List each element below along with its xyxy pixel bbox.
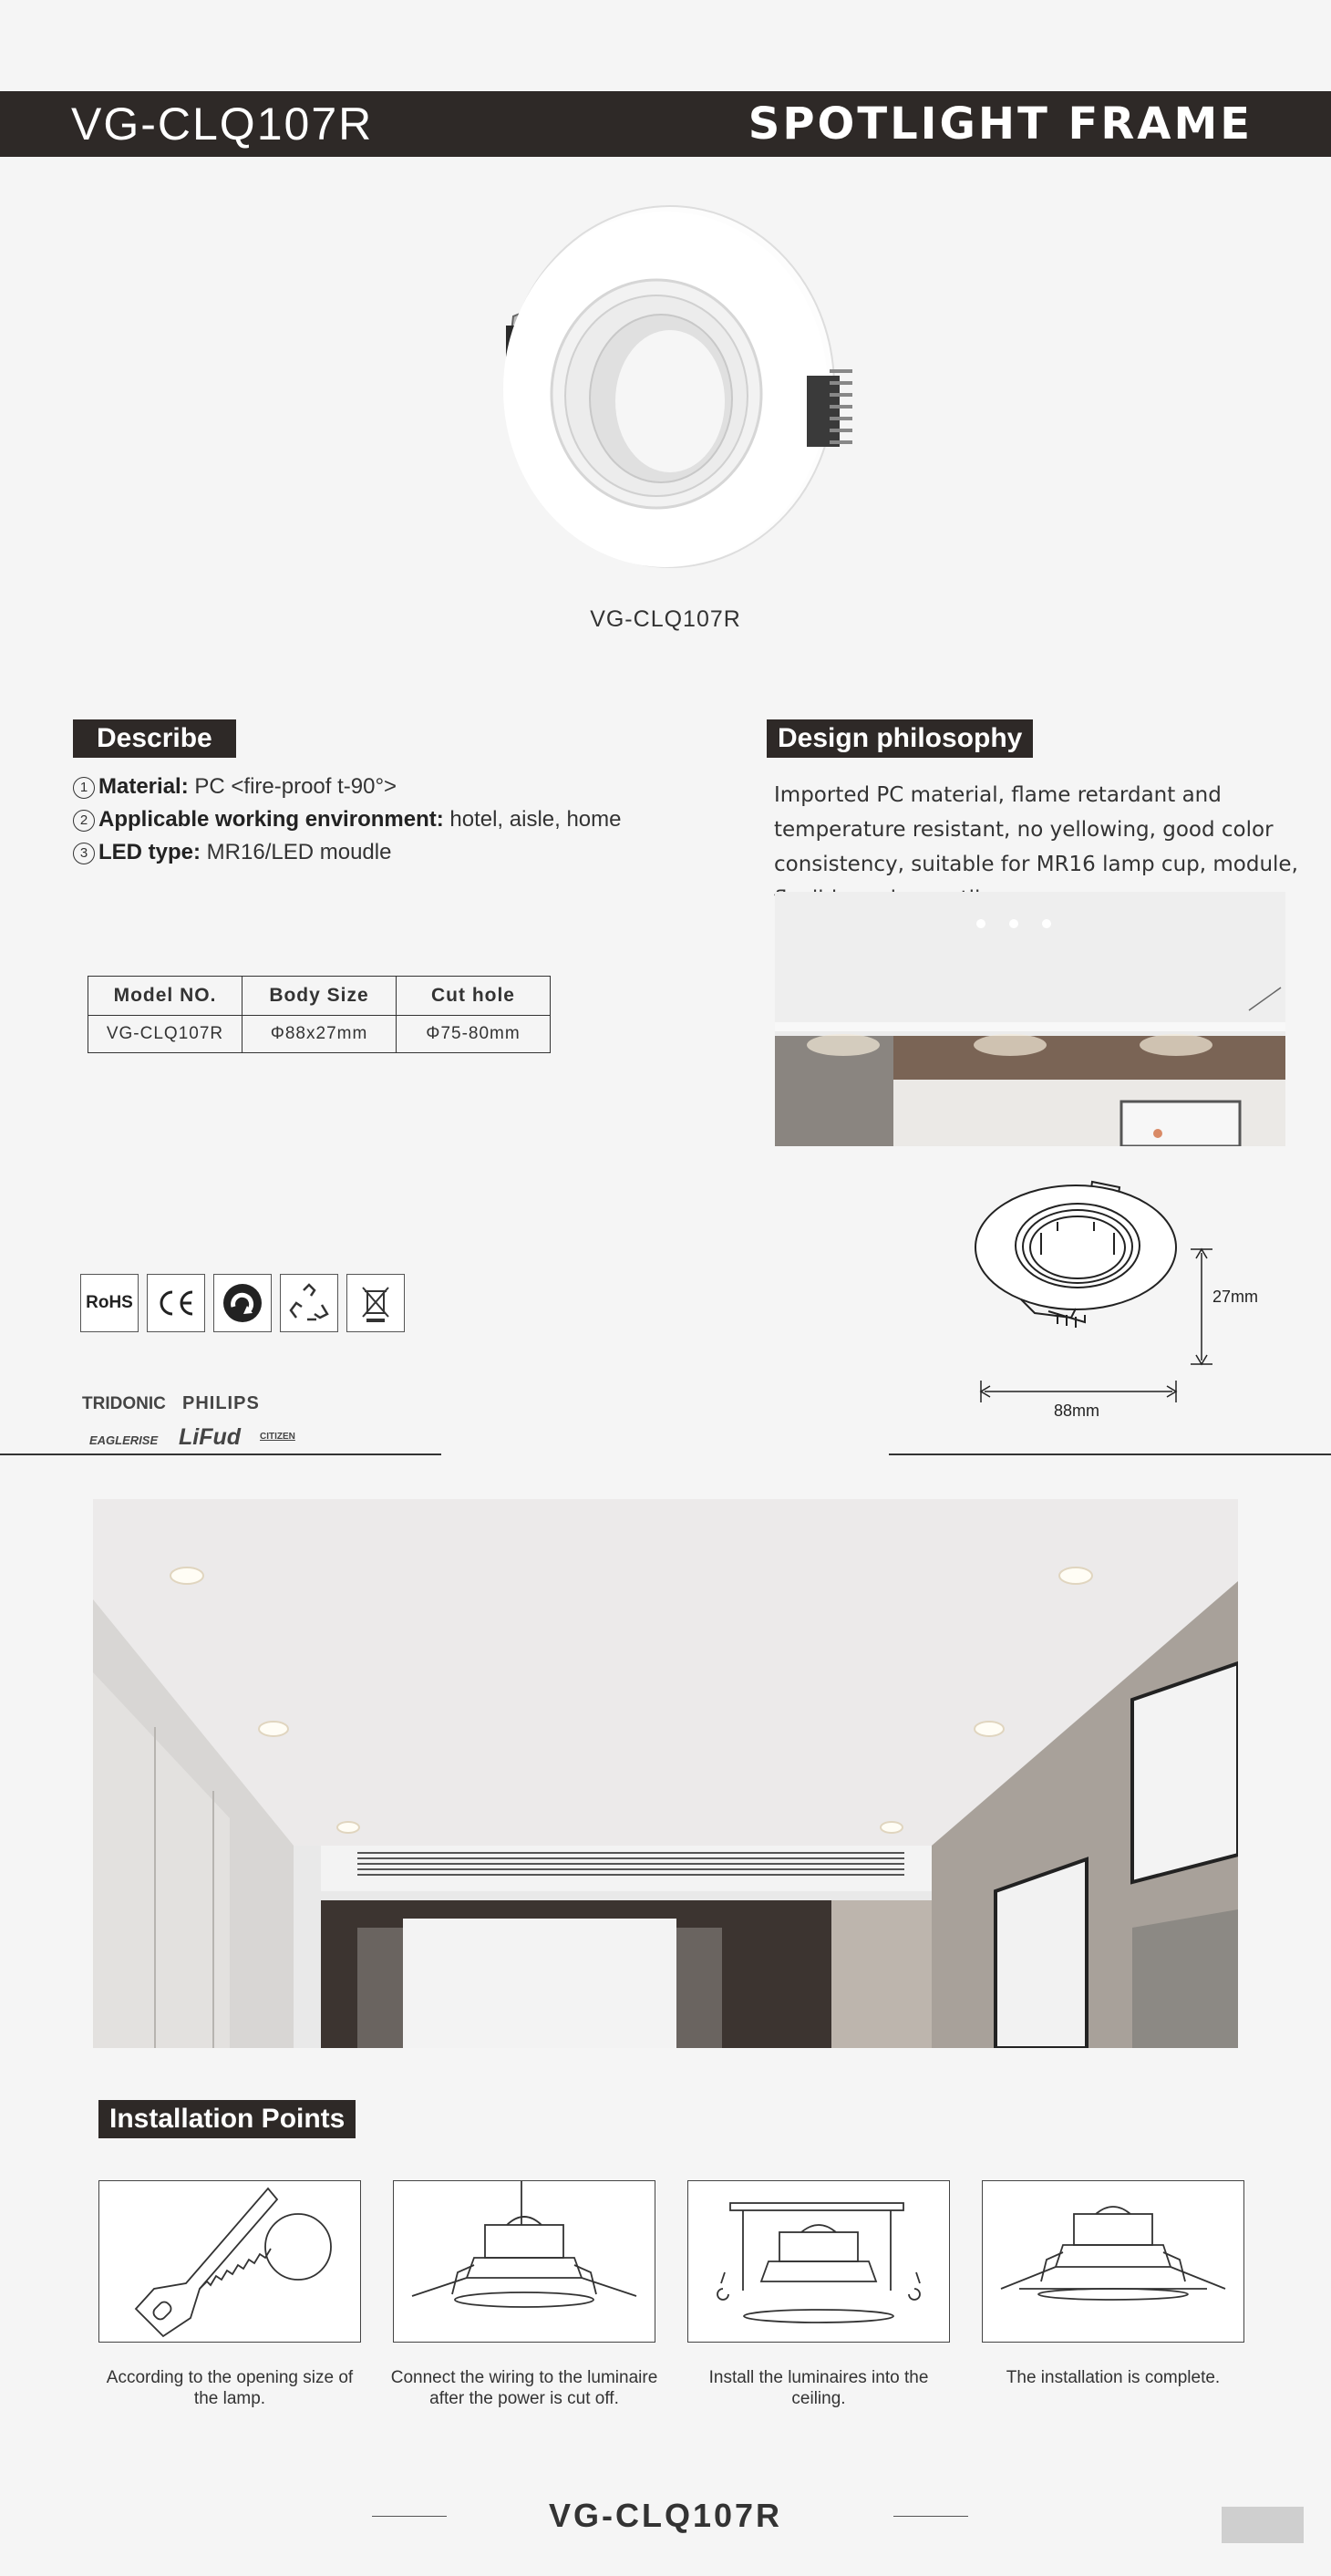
- install-step-3-image: [687, 2180, 950, 2343]
- dimension-drawing: [966, 1167, 1276, 1422]
- citizen-logo: CITIZEN: [260, 1432, 295, 1442]
- item-number: 1: [73, 777, 95, 799]
- philosophy-tag: Design philosophy: [767, 719, 1033, 758]
- item-number: 2: [73, 810, 95, 832]
- install-step-1-image: [98, 2180, 361, 2343]
- footer-title: VG-CLQ107R: [548, 2497, 783, 2534]
- eaglerise-logo: EAGLERISE: [89, 1433, 159, 1447]
- recycle-arrow-icon: [213, 1274, 272, 1332]
- rohs-icon: RoHS: [80, 1274, 139, 1332]
- recycling-icon: [280, 1274, 338, 1332]
- install-step-4-caption: The installation is complete.: [1006, 2368, 1221, 2387]
- lifud-logo: LiFud: [179, 1424, 242, 1450]
- table-header: Model NO.: [88, 977, 242, 1016]
- diameter-label: 88mm: [1054, 1402, 1100, 1420]
- scroll-top-button[interactable]: [1222, 2507, 1304, 2543]
- item-number: 3: [73, 843, 95, 864]
- installation-tag: Installation Points: [98, 2100, 356, 2138]
- table-header-row: [88, 977, 551, 1016]
- product-caption: VG-CLQ107R: [590, 606, 741, 632]
- install-step-2-image: [393, 2180, 655, 2343]
- table-cell: Φ75-80mm: [397, 1016, 551, 1053]
- tridonic-logo: TRIDONIC: [82, 1394, 166, 1413]
- install-step-4-image: [982, 2180, 1244, 2343]
- room-photo: [775, 892, 1285, 1146]
- divider-right: [889, 1454, 1331, 1455]
- table-cell: Φ88x27mm: [242, 1016, 397, 1053]
- describe-item: [73, 771, 397, 802]
- product-image: [469, 202, 907, 572]
- table-row: [88, 1016, 551, 1053]
- spec-table: [88, 976, 551, 1053]
- item-label: Applicable working environment:: [98, 807, 444, 832]
- table-header: Cut hole: [397, 977, 551, 1016]
- table-cell: VG-CLQ107R: [88, 1016, 242, 1053]
- philips-logo: PHILIPS: [182, 1393, 260, 1413]
- philosophy-text: Imported PC material, flame retardant and temperature resistant, no yellowing, good color consistency, suitable for MR16 lamp cup, module,: [774, 783, 1298, 876]
- model-title: VG-CLQ107R: [71, 98, 374, 150]
- weee-bin-icon: [346, 1274, 405, 1332]
- category-title: SPOTLIGHT FRAME: [748, 98, 1253, 150]
- item-value: MR16/LED moudle: [201, 840, 392, 864]
- describe-tag: Describe: [73, 719, 236, 758]
- table-header: Body Size: [242, 977, 397, 1016]
- item-label: LED type:: [98, 840, 201, 864]
- item-value: PC <fire-proof t-90°>: [188, 774, 397, 799]
- item-value: hotel, aisle, home: [443, 807, 622, 832]
- ce-icon: [147, 1274, 205, 1332]
- describe-item: [73, 804, 622, 835]
- install-step-2-caption: Connect the wiring to the luminaire after the power is cut off.: [390, 2368, 658, 2408]
- describe-item: [73, 837, 391, 868]
- footer-rule-right: [893, 2516, 968, 2517]
- item-label: Material:: [98, 774, 189, 799]
- height-label: 27mm: [1212, 1288, 1259, 1306]
- interior-photo: [93, 1499, 1238, 2048]
- divider-left: [0, 1454, 441, 1455]
- install-step-3-caption: Install the luminaires into the ceiling.: [708, 2368, 929, 2408]
- install-step-1-caption: According to the opening size of the lamp.: [106, 2368, 354, 2408]
